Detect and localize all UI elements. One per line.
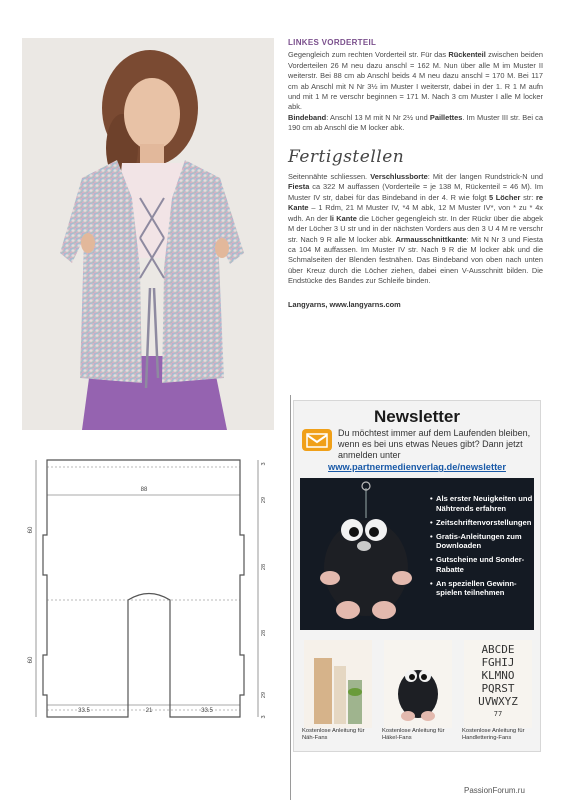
thumb-sewing[interactable] [302,640,374,743]
bold-term: Paillettes [429,112,463,122]
instruction-paragraph [288,50,543,112]
text: – 1 Rdm, 21 M Muster IV, *4 M abk, 12 M Muster IV*, von * zu * 4x wdh. An der [288,203,543,223]
dim-right-6: 3 [261,715,267,719]
newsletter-text: Du möchtest immer auf dem Laufenden bleiben, wenn es bei uns etwas Neues gibt? Dann jetzt anmelden unter [338,428,531,460]
dim-left-top: 60 [28,526,34,534]
model-illustration [22,38,274,430]
dim-right-2: 29 [261,496,267,504]
benefit-item: • Als erster Neuigkeiten und Nähtrends erfahren [430,494,542,513]
dim-right-3: 28 [261,563,267,571]
lettering-alphabet: ABCDE FGHIJ KLMNO PQRST UVWXYZ [478,643,518,708]
newsletter-link[interactable]: www.partnermedienverlag.de/newsletter [328,462,506,472]
instruction-paragraph [288,113,543,134]
bold-term: Rückenteil [448,50,486,60]
bold-term: Bindeband [288,112,327,122]
finishing-paragraph [288,172,543,286]
lettering-image [464,640,532,728]
bold-term: re Kante [288,192,543,213]
text: ca 322 M auffassen (Vorderteile = je 138 M, Rückenteil = 46 M). Im Muster IV str, dabei für das Bindeband in der 4. R wie folgt [288,182,543,202]
thumb-crochet[interactable] [382,640,454,743]
watermark: PassionForum.ru [464,786,525,795]
section-heading: LINKES VORDERTEIL [288,38,377,47]
bold-term: Fiesta [288,182,310,192]
bold-term: Armausschnittkante [395,234,467,244]
crochet-image [384,640,452,728]
bold-term: li Kante [329,213,357,223]
benefit-item: • Gutscheine und Sonder-Rabatte [430,555,542,574]
dim-bottom-right: 33.5 [201,708,213,714]
schematic-svg [22,455,282,760]
envelope-icon [302,429,332,451]
benefit-item: • Gratis-Anleitungen zum Downloaden [430,532,542,551]
text: Gegengleich zum rechten Vorderteil str. Für das [288,50,449,60]
thumb-lettering[interactable] [462,640,534,743]
benefit-item: • An speziellen Gewinn-spielen teilnehmen [430,579,542,598]
newsletter-title: Newsletter [374,407,460,426]
benefit-item: • Zeitschriftenvorstellungen [430,518,542,528]
text: Seitennähte schliessen. [288,172,371,182]
sewing-image [304,640,372,728]
text: : Mit N Nr 3 und Fiesta ca 104 M auffassen. Im Muster IV str. Nach 9 R die M locker abk und die Schmalseiten der Blenden festnähen. Das Bindeband von oben nach unten über Kreuz durch die Löcher ziehen, dabei einen V-Ausschnitt bilden. Die Endstücke des Bandes zur Schleife binden. [288,234,543,286]
column-divider [290,395,291,800]
text: . Im Muster III str. Bei ca 190 cm ab Anschl die M locker abk. [288,112,543,133]
section-title: Fertigstellen [288,146,405,167]
dim-right-1: 3 [261,462,267,466]
bold-term: Verschlussborte [370,172,428,182]
model-photo [22,38,274,430]
newsletter-benefits [430,494,542,602]
dim-right-5: 29 [261,691,267,699]
text: : Anschl 13 M mit N Nr 2½ und [326,112,430,122]
bold-term: 5 Löcher [488,192,521,202]
dim-right-4: 28 [261,629,267,637]
thumb-caption: Kostenlose Anleitung für Handlettering-Fans [462,728,525,741]
text: str: [520,192,536,202]
lettering-number: 77 [493,710,503,718]
thumb-caption: Kostenlose Anleitung für Näh-Fans [302,728,365,741]
dim-bottom-left: 33.5 [78,708,90,714]
schematic-diagram [22,455,282,760]
instructions-column [288,38,543,310]
text: zwischen beiden Vorderteilen 26 M neu dazu anschl = 162 M. Nun über alle M im Muster II weiterstr. Bei 88 cm ab Anschl beids 4 M neu dazu anschl = 170 M. Bei 117 cm ab Anschl mit N Nr 3½ im Muster I weiterstr, dabei in der 1. R 1 M aufn und mit 1 M re verschr beginnen = 171 M. Nach 3 cm Muster I alle M locker abk. [288,50,543,112]
dim-left-bottom: 60 [28,656,34,664]
free-pattern-thumbs [302,640,534,743]
dim-width: 88 [140,487,148,493]
text: die Löcher gegengleich str. In der Rückr über die abgek M der Löcher 3 U str und in der nächsten Vorders aus den 3 U 4 M re verschr str. Nach 9 R alle M locker abk. [288,213,543,244]
text: : Mit der langen Rundstrick-N und [427,172,543,182]
newsletter-ad[interactable] [293,400,541,752]
credit-line: Langyarns, www.langyarns.com [288,299,401,309]
thumb-caption: Kostenlose Anleitung für Häkel-Fans [382,728,445,741]
dim-bottom-mid: 21 [145,708,153,714]
